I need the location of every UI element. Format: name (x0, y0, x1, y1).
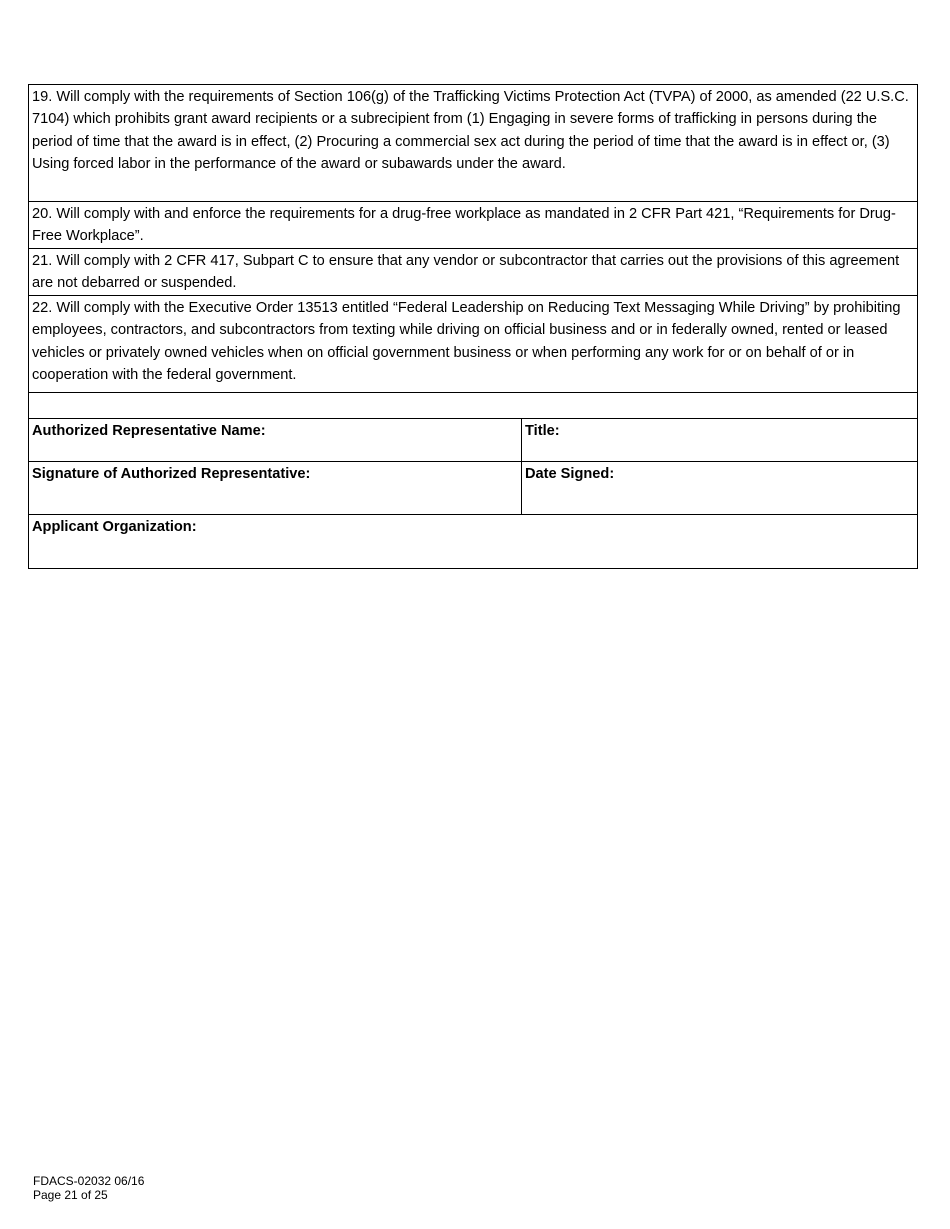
representative-row (29, 419, 917, 462)
form-id: FDACS-02032 06/16 (33, 1174, 145, 1188)
date-signed-field[interactable] (522, 462, 917, 514)
page-footer (33, 1174, 144, 1202)
title-label: Title: (525, 423, 560, 439)
signature-field[interactable] (29, 462, 522, 514)
signature-row (29, 462, 917, 515)
applicant-organization-label: Applicant Organization: (32, 519, 197, 535)
title-field[interactable] (522, 419, 917, 461)
rep-name-label: Authorized Representative Name: (32, 423, 266, 439)
item-19: 19. Will comply with the requirements of Section 106(g) of the Trafficking Victims Protection Act (TVPA) of 2000, as amended (22 U.S.C. 7104) which prohibits grant award recipients or a subrecipient from (1) Engaging in severe forms of trafficking in persons during the period of time that the award is in effect, (2) Procuring a commercial sex act during the period of time that the award is in effect or, (3) Using forced labor in the performance of the award or subawards under the award. (29, 85, 917, 202)
assurances-table (28, 84, 918, 569)
applicant-organization-field[interactable] (29, 515, 917, 568)
item-22: 22. Will comply with the Executive Order 13513 entitled “Federal Leadership on Reducing Text Messaging While Driving” by prohibiting employees, contractors, and subcontractors from texting while driving on official business and or in federally owned, rented or leased vehicles or privately owned vehicles when on official government business or when performing any work for or on behalf of or in cooperation with the federal government. (29, 296, 917, 393)
page-number: Page 21 of 25 (33, 1188, 108, 1202)
signature-label: Signature of Authorized Representative: (32, 466, 311, 482)
date-signed-label: Date Signed: (525, 466, 615, 482)
item-21: 21. Will comply with 2 CFR 417, Subpart C to ensure that any vendor or subcontractor that carries out the provisions of this agreement are not debarred or suspended. (29, 249, 917, 296)
spacer-row (29, 393, 917, 419)
rep-name-field[interactable] (29, 419, 522, 461)
item-20: 20. Will comply with and enforce the requirements for a drug-free workplace as mandated in 2 CFR Part 421, “Requirements for Drug-Free Workplace”. (29, 202, 917, 249)
